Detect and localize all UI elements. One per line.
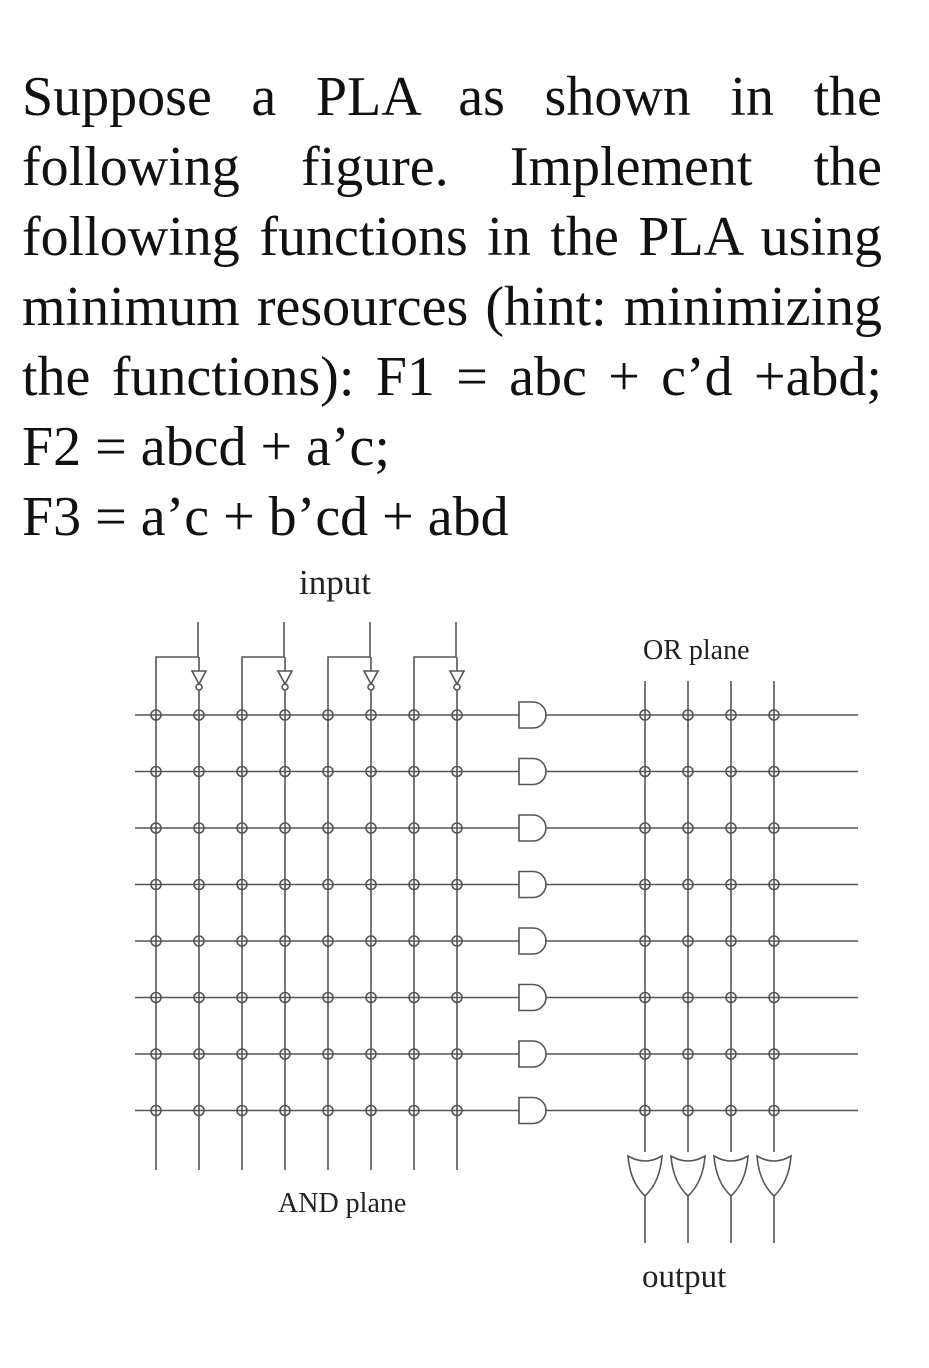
- and-gate-icon: [519, 985, 546, 1011]
- and-gate-icon: [519, 815, 546, 841]
- and-gate-icon: [519, 1098, 546, 1124]
- and-gate-icon: [519, 759, 546, 785]
- inverter-icon: [364, 671, 378, 684]
- output-label: output: [642, 1259, 727, 1295]
- inverter-icon: [192, 671, 206, 684]
- true-column-line: [156, 657, 198, 1170]
- true-column-line: [414, 657, 456, 1170]
- true-column-line: [328, 657, 370, 1170]
- or-gate-icon: [628, 1156, 662, 1196]
- and-gate-icon: [519, 702, 546, 728]
- true-column-line: [242, 657, 284, 1170]
- or-gate-icon: [714, 1156, 748, 1196]
- question-body: Suppose a PLA as shown in the following figure. Implement the following functions in the PLA using minimum resources (hint: minimizing the functions): F1 = abc + c’d +abd; F2 = abcd + a’c;: [22, 66, 882, 478]
- and-plane-label: AND plane: [278, 1188, 407, 1219]
- or-gate-icon: [671, 1156, 705, 1196]
- and-plane: [135, 622, 546, 1170]
- or-plane-label: OR plane: [643, 635, 750, 666]
- and-gate-icon: [519, 872, 546, 898]
- or-gate-icon: [757, 1156, 791, 1196]
- question-last-line: F3 = a’c + b’cd + abd: [22, 486, 509, 548]
- inverter-icon: [450, 671, 464, 684]
- and-gate-icon: [519, 1041, 546, 1067]
- or-plane: [546, 681, 858, 1243]
- inverter-icon: [278, 671, 292, 684]
- and-gate-icon: [519, 928, 546, 954]
- input-label: input: [299, 563, 371, 602]
